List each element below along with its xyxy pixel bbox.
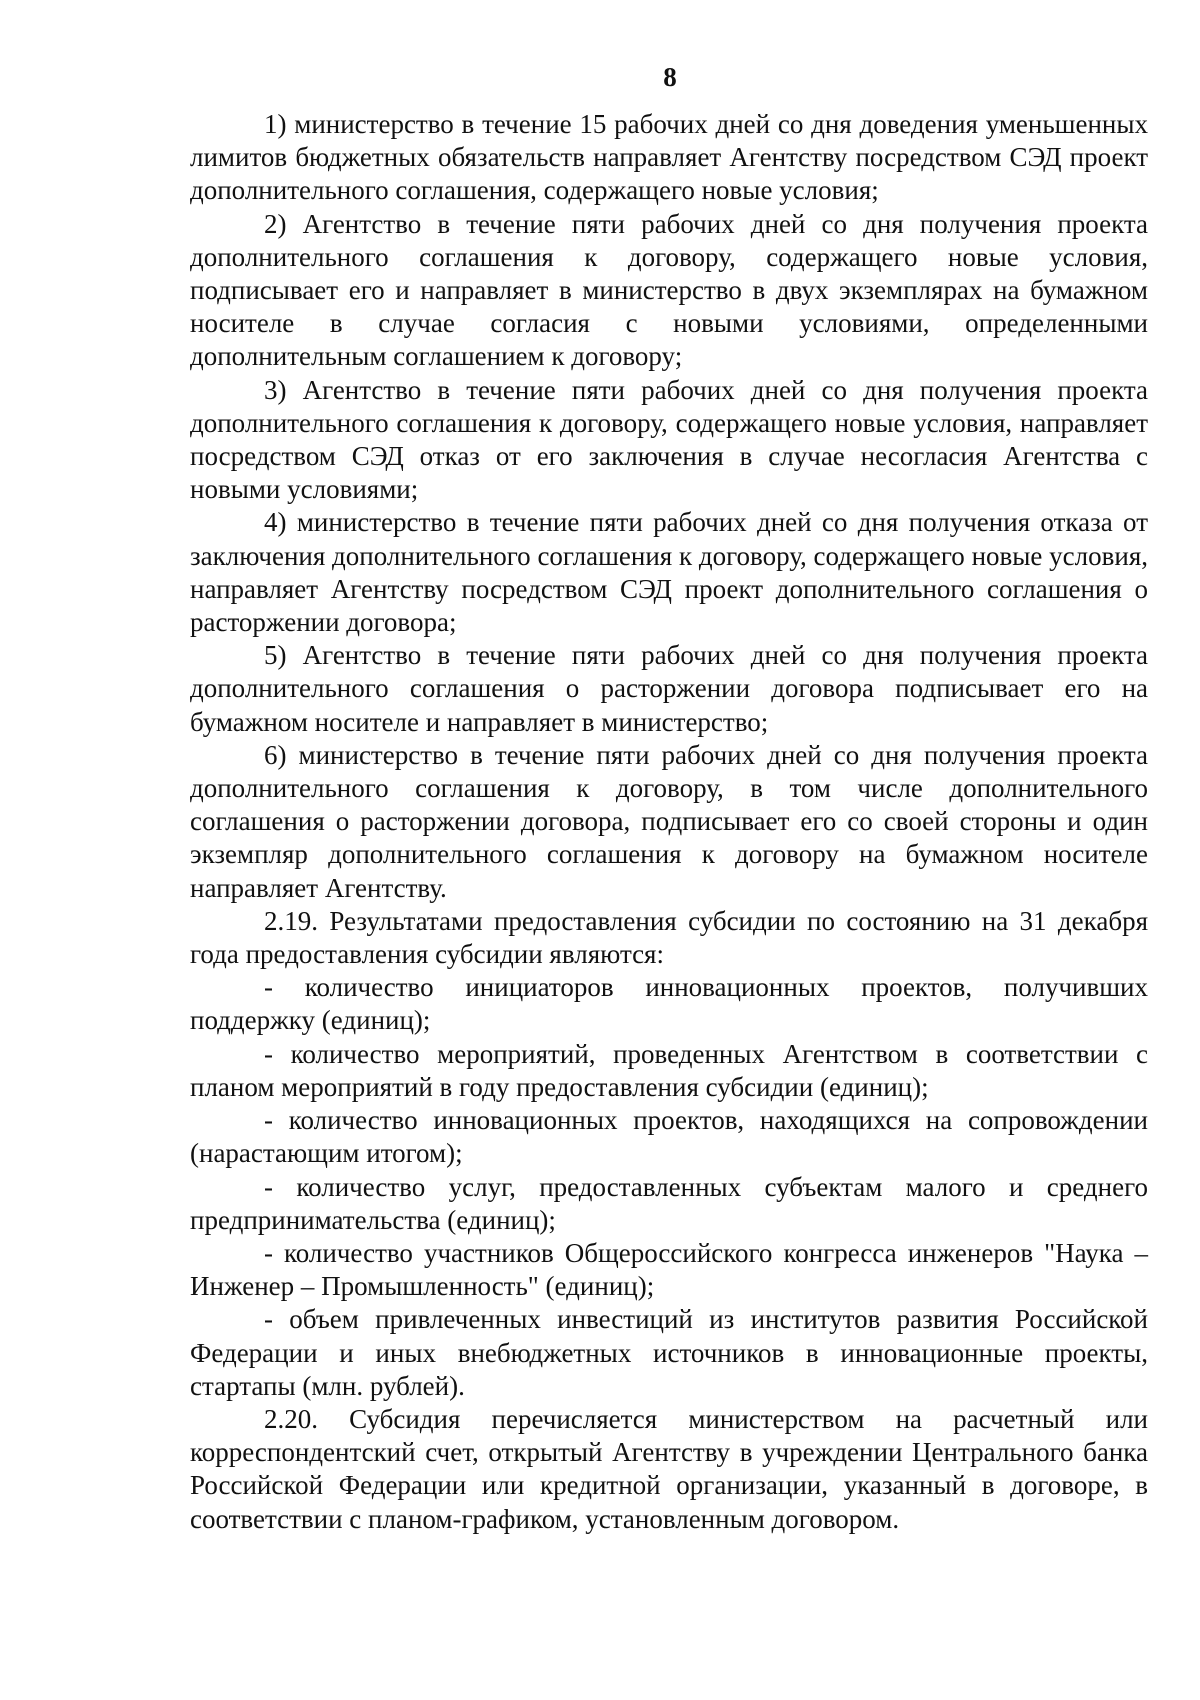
result-item-congress: - количество участников Общероссийского конгресса инженеров "Наука – Инженер – Промышленность" (единиц); [190,1237,1148,1302]
paragraph-item-1: 1) министерство в течение 15 рабочих дней со дня доведения уменьшенных лимитов бюджетных обязательств направляет Агентству посредством СЭД проект дополнительного соглашения, содержащего новые условия; [190,109,1148,206]
paragraph-section-2-20: 2.20. Субсидия перечисляется министерством на расчетный или корреспондентский счет, открытый Агентству в учреждении Центрального банка Российской Федерации или кредитной организации, указанный в договоре, в соответствии с планом-графиком, установленным договором. [190,1403,1148,1534]
page-number: 8 [663,62,677,92]
paragraph-item-4: 4) министерство в течение пяти рабочих дней со дня получения отказа от заключения дополнительного соглашения к договору, содержащего новые условия, направляет Агентству посредством СЭД проект дополнительного соглашения о расторжении договора; [190,507,1148,638]
result-item-projects: - количество инновационных проектов, находящихся на сопровождении (нарастающим итогом); [190,1105,1148,1169]
result-item-events: - количество мероприятий, проведенных Агентством в соответствии с планом мероприятий в году предоставления субсидии (единиц); [190,1038,1148,1102]
paragraph-section-2-19: 2.19. Результатами предоставления субсидии по состоянию на 31 декабря года предоставления субсидии являются: [190,905,1148,970]
result-item-initiators: - количество инициаторов инновационных проектов, получивших поддержку (единиц); [190,972,1148,1036]
result-item-services: - количество услуг, предоставленных субъектам малого и среднего предпринимательства (единиц); [190,1171,1148,1235]
result-item-investments: - объем привлеченных инвестиций из институтов развития Российской Федерации и иных внебюджетных источников в инновационные проекты, стартапы (млн. рублей). [190,1304,1148,1401]
document-body [190,108,1148,1536]
paragraph-item-5: 5) Агентство в течение пяти рабочих дней со дня получения проекта дополнительного соглашения о расторжении договора подписывает его на бумажном носителе и направляет в министерство; [190,640,1148,737]
paragraph-item-6: 6) министерство в течение пяти рабочих дней со дня получения проекта дополнительного соглашения к договору, в том числе дополнительного соглашения о расторжении договора, подписывает его со своей стороны и один экземпляр дополнительного соглашения к договору на бумажном носителе направляет Агентству. [190,739,1148,903]
paragraph-item-3: 3) Агентство в течение пяти рабочих дней со дня получения проекта дополнительного соглашения к договору, содержащего новые условия, направляет посредством СЭД отказ от его заключения в случае несогласия Агентства с новыми условиями; [190,374,1148,505]
paragraph-item-2: 2) Агентство в течение пяти рабочих дней со дня получения проекта дополнительного соглашения к договору, содержащего новые условия, подписывает его и направляет в министерство в двух экземплярах на бумажном носителе в случае согласия с новыми условиями, определенными дополнительным соглашением к договору; [190,208,1148,372]
